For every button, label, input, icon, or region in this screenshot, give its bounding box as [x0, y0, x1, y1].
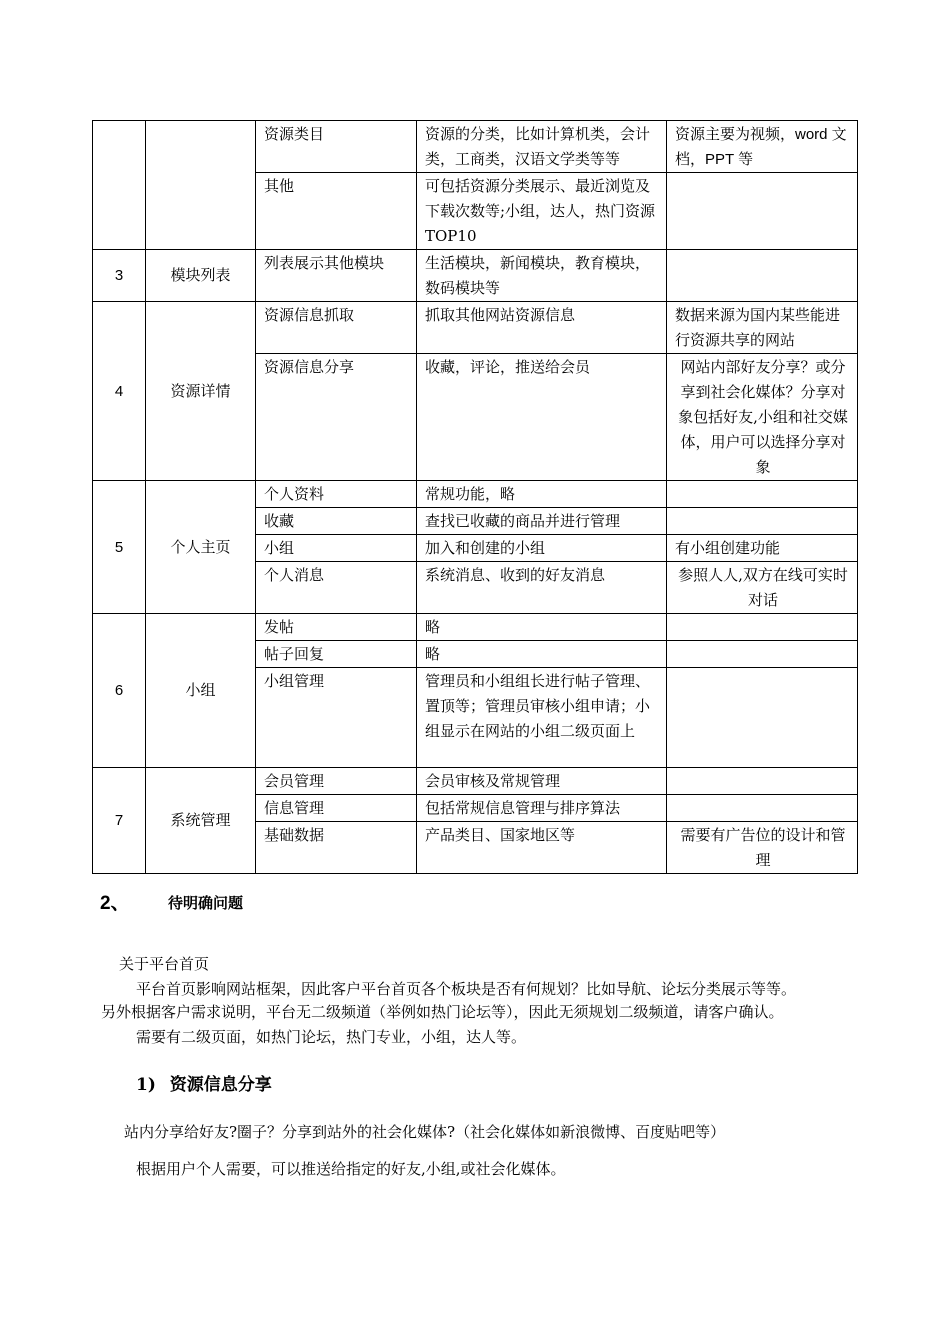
cell-note	[667, 668, 858, 768]
cell-sub: 信息管理	[256, 795, 417, 822]
cell-note	[667, 250, 858, 302]
cell-module	[146, 121, 256, 250]
paragraph: 另外根据客户需求说明，平台无二级频道（举例如热门论坛等），因此无须规划二级频道，请客户确认。	[101, 1003, 784, 1021]
table-row	[93, 768, 858, 795]
cell-desc: 管理员和小组组长进行帖子管理、置顶等；管理员审核小组申请；小组显示在网站的小组二级页面上	[417, 668, 667, 768]
cell-module: 资源详情	[146, 302, 256, 481]
paragraph: 根据用户个人需要，可以推送给指定的好友,小组,或社会化媒体。	[136, 1160, 566, 1178]
cell-number: 4	[93, 302, 146, 481]
cell-number: 5	[93, 481, 146, 614]
cell-desc: 包括常规信息管理与排序算法	[417, 795, 667, 822]
cell-sub: 帖子回复	[256, 641, 417, 668]
paragraph: 关于平台首页	[119, 955, 210, 973]
cell-desc: 产品类目、国家地区等	[417, 822, 667, 874]
cell-desc: 抓取其他网站资源信息	[417, 302, 667, 354]
cell-desc: 可包括资源分类展示、最近浏览及下载次数等;小组，达人，热门资源 TOP10	[417, 173, 667, 250]
cell-note: 网站内部好友分享？或分享到社会化媒体？分享对象包括好友,小组和社交媒体，用户可以选择分享对象	[667, 354, 858, 481]
cell-desc: 会员审核及常规管理	[417, 768, 667, 795]
cell-note: 需要有广告位的设计和管理	[667, 822, 858, 874]
cell-note: 资源主要为视频，word 文档，PPT 等	[667, 121, 858, 173]
cell-note: 数据来源为国内某些能进行资源共享的网站	[667, 302, 858, 354]
section-title: 待明确问题	[168, 894, 244, 912]
cell-number: 7	[93, 768, 146, 874]
subsection-heading	[136, 1070, 272, 1095]
cell-note	[667, 614, 858, 641]
cell-note	[667, 768, 858, 795]
table-row	[93, 481, 858, 508]
cell-desc: 查找已收藏的商品并进行管理	[417, 508, 667, 535]
cell-note: 有小组创建功能	[667, 535, 858, 562]
cell-sub: 基础数据	[256, 822, 417, 874]
cell-desc: 资源的分类，比如计算机类，会计类，工商类，汉语文学类等等	[417, 121, 667, 173]
cell-desc: 略	[417, 614, 667, 641]
cell-module: 模块列表	[146, 250, 256, 302]
cell-module: 小组	[146, 614, 256, 768]
cell-note	[667, 641, 858, 668]
cell-sub: 资源信息抓取	[256, 302, 417, 354]
cell-desc: 生活模块，新闻模块，教育模块，数码模块等	[417, 250, 667, 302]
cell-sub: 小组	[256, 535, 417, 562]
cell-sub: 资源信息分享	[256, 354, 417, 481]
paragraph: 站内分享给好友?圈子？分享到站外的社会化媒体?（社会化媒体如新浪微博、百度贴吧等）	[124, 1123, 726, 1141]
cell-sub: 个人消息	[256, 562, 417, 614]
subsection-number: 1)	[136, 1075, 156, 1095]
cell-number: 3	[93, 250, 146, 302]
cell-note	[667, 508, 858, 535]
cell-note	[667, 173, 858, 250]
requirements-table	[92, 120, 858, 874]
cell-sub: 收藏	[256, 508, 417, 535]
cell-number: 6	[93, 614, 146, 768]
cell-sub: 小组管理	[256, 668, 417, 768]
cell-note: 参照人人,双方在线可实时对话	[667, 562, 858, 614]
paragraph: 平台首页影响网站框架，因此客户平台首页各个板块是否有何规划？比如导航、论坛分类展示等等。	[136, 980, 797, 998]
cell-desc: 加入和创建的小组	[417, 535, 667, 562]
cell-module: 个人主页	[146, 481, 256, 614]
cell-note	[667, 481, 858, 508]
paragraph: 需要有二级页面，如热门论坛，热门专业，小组，达人等。	[136, 1028, 527, 1046]
cell-desc: 系统消息、收到的好友消息	[417, 562, 667, 614]
table-row	[93, 121, 858, 173]
cell-sub: 资源类目	[256, 121, 417, 173]
cell-module: 系统管理	[146, 768, 256, 874]
cell-sub: 发帖	[256, 614, 417, 641]
table-row	[93, 302, 858, 354]
cell-desc: 略	[417, 641, 667, 668]
table-row	[93, 614, 858, 641]
cell-note	[667, 795, 858, 822]
table-row	[93, 250, 858, 302]
cell-sub: 其他	[256, 173, 417, 250]
cell-desc: 收藏，评论，推送给会员	[417, 354, 667, 481]
section-number: 2、	[100, 893, 130, 914]
cell-number	[93, 121, 146, 250]
subsection-title: 资源信息分享	[169, 1075, 272, 1095]
cell-desc: 常规功能，略	[417, 481, 667, 508]
cell-sub: 个人资料	[256, 481, 417, 508]
cell-sub: 列表展示其他模块	[256, 250, 417, 302]
cell-sub: 会员管理	[256, 768, 417, 795]
